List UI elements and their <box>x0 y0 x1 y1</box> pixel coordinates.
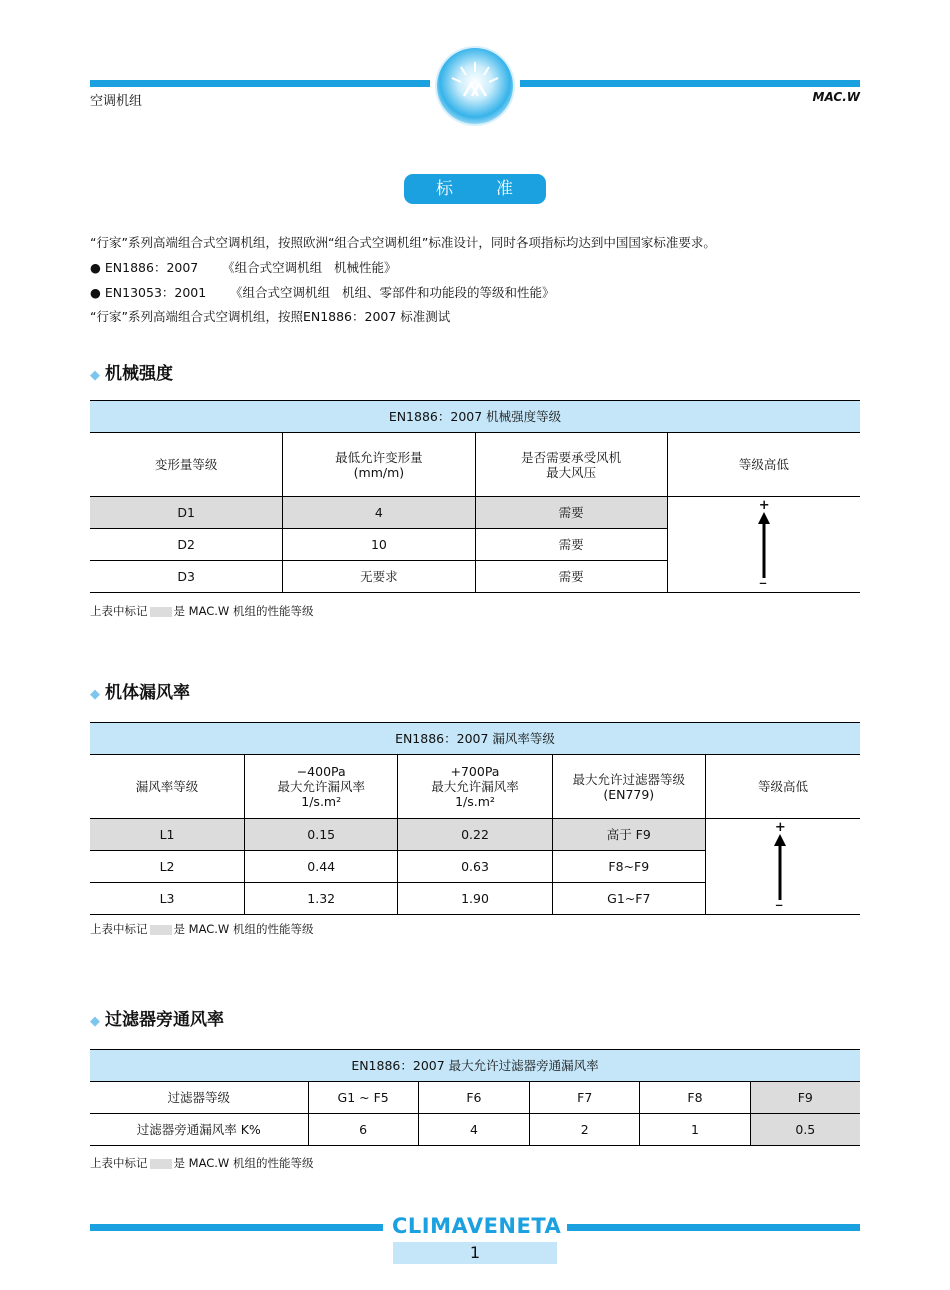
table-cell: D3 <box>90 561 283 593</box>
table-cell: 0.63 <box>398 851 552 883</box>
table-cell: 需要 <box>475 497 667 529</box>
table-row <box>90 497 860 529</box>
table-cell: F9 <box>750 1082 860 1114</box>
sun-logo-icon <box>437 48 513 124</box>
minus-mark: _ <box>775 891 783 907</box>
table-title: EN1886：2007 机械强度等级 <box>90 401 860 433</box>
table-cell: D1 <box>90 497 283 529</box>
header-bar-right <box>520 80 860 87</box>
table-cell: 10 <box>283 529 475 561</box>
table-cell: F8~F9 <box>552 851 705 883</box>
note-text: 上表中标记 <box>90 1156 148 1170</box>
table-cell: 1.90 <box>398 883 552 915</box>
note-text: 是 MAC.W 机组的性能等级 <box>173 1156 314 1170</box>
up-arrow-icon <box>772 834 788 900</box>
table-row <box>90 1114 860 1146</box>
table-title: EN1886：2007 漏风率等级 <box>90 723 860 755</box>
col-header-line: (EN779) <box>603 786 655 802</box>
col-header-line: 最大允许过滤器等级 <box>572 771 686 787</box>
table-cell: L2 <box>90 851 245 883</box>
highlight-swatch <box>150 1159 172 1169</box>
table-cell: L3 <box>90 883 245 915</box>
col-header-unit: (mm/m) <box>353 464 405 480</box>
title-char-2: 准 <box>496 179 514 199</box>
table-cell: 1.32 <box>245 883 398 915</box>
table-leakage <box>90 722 860 915</box>
col-header-line: 最大允许漏风率 <box>277 779 365 794</box>
col-header: 变形量等级 <box>90 433 283 497</box>
note-text: 是 MAC.W 机组的性能等级 <box>173 922 314 936</box>
intro-line-3: ● EN13053：2001 《组合式空调机组 机组、零部件和功能段的等级和性能》 <box>90 285 555 300</box>
table-cell: 4 <box>418 1114 529 1146</box>
table-cell: F8 <box>640 1082 750 1114</box>
table-cell: 4 <box>283 497 475 529</box>
col-header: 等级高低 <box>705 755 860 819</box>
col-header: 等级高低 <box>667 433 860 497</box>
section-title-filter-bypass <box>90 1005 224 1030</box>
footer-bar-right <box>567 1224 860 1231</box>
table-cell: 无要求 <box>283 561 475 593</box>
col-header <box>398 755 552 819</box>
note-text: 上表中标记 <box>90 604 148 618</box>
table-mechanical-strength <box>90 400 860 593</box>
col-header <box>245 755 398 819</box>
col-header-line: 是否需要承受风机 <box>521 449 622 465</box>
table-cell: G1 ~ F5 <box>308 1082 418 1114</box>
col-header-unit: 1/s.m² <box>301 794 342 809</box>
intro-line-2: ● EN1886：2007 《组合式空调机组 机械性能》 <box>90 260 397 275</box>
brand-logo: CLIMAVENETA <box>392 1214 562 1238</box>
page-number: 1 <box>393 1242 557 1264</box>
table-cell: L1 <box>90 819 245 851</box>
table-cell: F6 <box>418 1082 529 1114</box>
table-cell: 过滤器等级 <box>90 1082 308 1114</box>
table-row <box>90 1082 860 1114</box>
table-cell: 高于 F9 <box>552 819 705 851</box>
table-cell: 0.15 <box>245 819 398 851</box>
section-title-mechanical-text: 机械强度 <box>105 364 173 384</box>
col-header-line: 最大风压 <box>546 464 597 480</box>
table-cell: 1 <box>640 1114 750 1146</box>
section-title-leakage-text: 机体漏风率 <box>105 683 190 703</box>
table-cell: 0.5 <box>750 1114 860 1146</box>
highlight-swatch <box>150 925 172 935</box>
title-char-1: 标 <box>436 179 454 199</box>
table-cell: 0.22 <box>398 819 552 851</box>
table-cell: G1~F7 <box>552 883 705 915</box>
table-filter-bypass <box>90 1049 860 1146</box>
highlight-swatch <box>150 607 172 617</box>
intro-line-4: “行家”系列高端组合式空调机组，按照EN1886：2007 标准测试 <box>90 309 451 324</box>
plus-mark: + <box>774 819 786 835</box>
section-title-filter-bypass-text: 过滤器旁通风率 <box>105 1010 224 1030</box>
up-arrow-icon <box>756 512 772 578</box>
footer-bar-left <box>90 1224 383 1231</box>
table-title: EN1886：2007 最大允许过滤器旁通漏风率 <box>90 1050 860 1082</box>
col-header-line: 最低允许变形量 <box>335 449 423 465</box>
table-cell: 过滤器旁通漏风率 K% <box>90 1114 308 1146</box>
diamond-icon: ◆ <box>90 368 100 383</box>
section-title-mechanical <box>90 359 173 384</box>
col-header: 漏风率等级 <box>90 755 245 819</box>
note-text: 是 MAC.W 机组的性能等级 <box>173 604 314 618</box>
diamond-icon: ◆ <box>90 1014 100 1029</box>
plus-mark: + <box>758 497 770 513</box>
page-title <box>404 174 546 204</box>
table-cell: 需要 <box>475 561 667 593</box>
header-right-text: MAC.W <box>812 90 860 104</box>
table-cell: 0.44 <box>245 851 398 883</box>
note-text: 上表中标记 <box>90 922 148 936</box>
intro-line-3-text: EN13053：2001 《组合式空调机组 机组、零部件和功能段的等级和性能》 <box>104 285 555 300</box>
col-header-line: 最大允许漏风率 <box>431 779 519 794</box>
header-bar-left <box>90 80 430 87</box>
grade-arrow-cell <box>705 819 860 915</box>
table-cell: 2 <box>530 1114 640 1146</box>
table-note <box>90 1155 313 1171</box>
minus-mark: _ <box>759 569 767 585</box>
table-cell: F7 <box>530 1082 640 1114</box>
table-row <box>90 819 860 851</box>
table-cell: 6 <box>308 1114 418 1146</box>
section-title-leakage <box>90 678 190 703</box>
grade-arrow-cell <box>667 497 860 593</box>
col-header-unit: 1/s.m² <box>455 794 495 809</box>
diamond-icon: ◆ <box>90 687 100 702</box>
table-cell: D2 <box>90 529 283 561</box>
col-header <box>475 433 667 497</box>
table-note <box>90 921 313 937</box>
table-cell: 需要 <box>475 529 667 561</box>
col-header <box>552 755 705 819</box>
intro-line-1: “行家”系列高端组合式空调机组，按照欧洲“组合式空调机组”标准设计，同时各项指标均达到中国国家标准要求。 <box>90 235 716 250</box>
table-note <box>90 603 313 619</box>
header-left-text: 空调机组 <box>90 94 143 109</box>
col-header-line: +700Pa <box>450 764 500 779</box>
intro-line-2-text: EN1886：2007 《组合式空调机组 机械性能》 <box>104 260 397 275</box>
col-header-line: −400Pa <box>296 764 346 779</box>
col-header <box>283 433 475 497</box>
